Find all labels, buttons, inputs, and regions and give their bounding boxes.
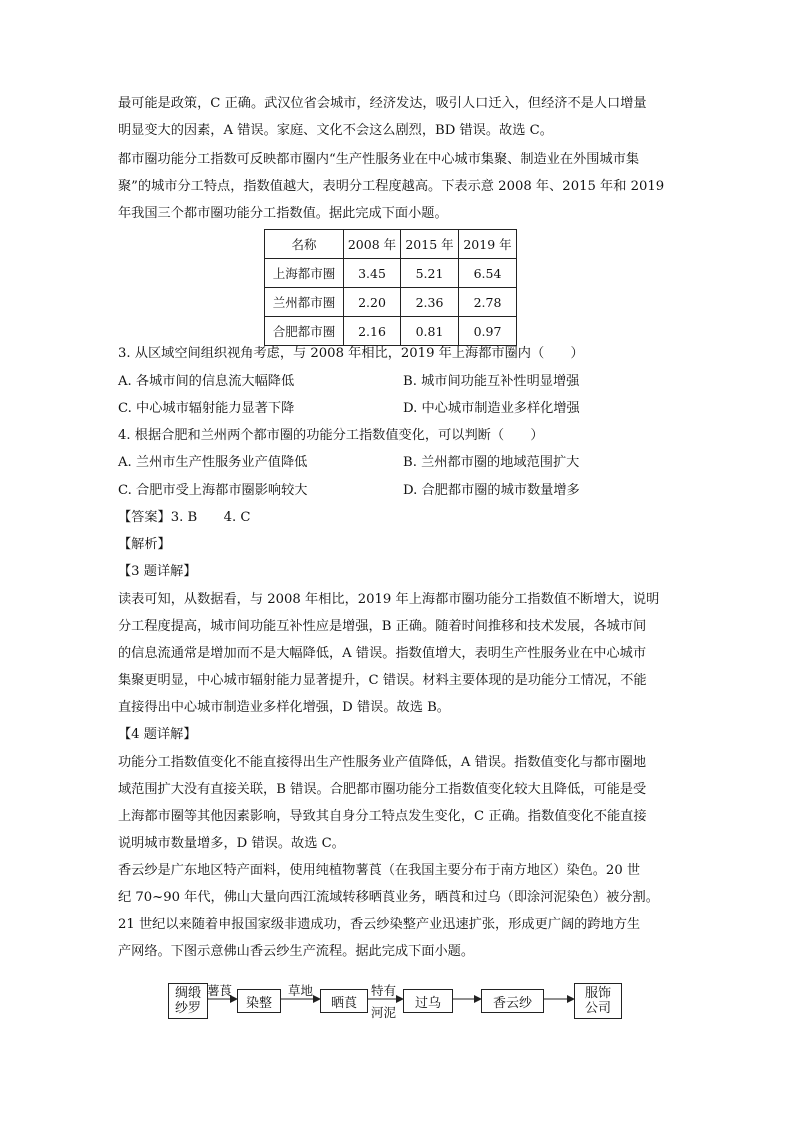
table-cell: 0.97: [459, 317, 517, 346]
table-cell: 2.20: [344, 288, 401, 317]
passage-line-1: 香云纱是广东地区特产面料，使用纯植物薯莨（在我国主要分布于南方地区）染色。20 世: [118, 863, 641, 878]
table-cell: 合肥都市圈: [265, 317, 344, 346]
flow-label-special: 特有: [371, 983, 397, 998]
flow-box-apparel-company: [574, 983, 622, 1019]
table-cell: 上海都市圈: [265, 259, 344, 288]
table-cell: 5.21: [401, 259, 459, 288]
index-table: [264, 229, 517, 346]
q4-detail-line-3: 上海都市圈等其他因素影响，导致其自身分工特点发生变化，C 正确。指数值变化不能直接: [118, 809, 647, 824]
q3-option-c: C. 中心城市辐射能力显著下降: [118, 401, 295, 416]
q3-option-b: B. 城市间功能互补性明显增强: [403, 374, 580, 389]
header-2008: 2008 年: [344, 230, 401, 259]
table-cell: 2.78: [459, 288, 517, 317]
q3-option-d: D. 中心城市制造业多样化增强: [403, 401, 580, 416]
header-name: 名称: [265, 230, 344, 259]
table-row: [265, 317, 517, 346]
flow-box-apparel-line2: 公司: [584, 1001, 611, 1016]
q4-stem: 4. 根据合肥和兰州两个都市圈的功能分工指数值变化，可以判断（ ）: [118, 428, 544, 443]
table-row: [265, 288, 517, 317]
passage-line-4: 产网络。下图示意佛山香云纱生产流程。据此完成下面小题。: [118, 944, 475, 959]
q3-detail-line-2: 分工程度提高，城市间功能互补性应是增强，B 正确。随着时间推移和技术发展，各城市间: [118, 619, 647, 634]
intro-line-1: 最可能是政策，C 正确。武汉位省会城市，经济发达，吸引人口迁入，但经济不是人口增量: [118, 96, 647, 111]
q4-option-b: B. 兰州都市圈的地域范围扩大: [403, 455, 580, 470]
passage-line-3: 21 世纪以来随着申报国家级非遗成功，香云纱染整产业迅速扩张，形成更广阔的跨地方生: [118, 917, 641, 932]
analysis-label: 【解析】: [118, 537, 171, 552]
q4-detail-line-1: 功能分工指数值变化不能直接得出生产性服务业产值降低，A 错误。指数值变化与都市圈地: [118, 755, 647, 770]
flow-box-silk-line1: 绸缎: [174, 986, 201, 1001]
table-cell: 6.54: [459, 259, 517, 288]
q4-detail-line-4: 说明城市数量增多，D 错误。故选 C。: [118, 836, 345, 851]
answer-label: 【答案】: [118, 510, 171, 525]
answer-line: [118, 508, 250, 528]
intro-line-3: 都市圈功能分工指数可反映都市圈内“生产性服务业在中心城市集聚、制造业在外围城市集: [118, 152, 640, 167]
table-cell: 0.81: [401, 317, 459, 346]
table-row: [265, 259, 517, 288]
header-2015: 2015 年: [401, 230, 459, 259]
table-cell: 3.45: [344, 259, 401, 288]
flow-box-silk-line2: 纱罗: [174, 1001, 201, 1016]
q3-detail-line-5: 直接得出中心城市制造业多样化增强，D 错误。故选 B。: [118, 700, 450, 715]
table-header-row: [265, 230, 517, 259]
flow-box-dyeing: 染整: [237, 989, 281, 1013]
flow-label-grassland: 草地: [288, 983, 314, 998]
q3-stem: 3. 从区域空间组织视角考虑，与 2008 年相比，2019 年上海都市圈内（ ）: [118, 346, 584, 361]
q3-detail-line-3: 的信息流通常是增加而不是大幅降低，A 错误。指数值增大，表明生产性服务业在中心城市: [118, 646, 647, 661]
table-cell: 2.16: [344, 317, 401, 346]
flow-box-apparel-line1: 服饰: [584, 986, 611, 1001]
q4-option-c: C. 合肥市受上海都市圈影响较大: [118, 483, 308, 498]
flow-box-sunning: 晒莨: [320, 989, 368, 1013]
answer-values: 3. B 4. C: [170, 510, 251, 525]
intro-line-5: 年我国三个都市圈功能分工指数值。据此完成下面小题。: [118, 206, 448, 221]
passage-line-2: 纪 70~90 年代，佛山大量向西江流域转移晒莨业务，晒莨和过乌（即涂河泥染色）被分割。: [118, 890, 659, 905]
q3-detail-line-1: 读表可知，从数据看，与 2008 年相比，2019 年上海都市圈功能分工指数值不断增大，说明: [118, 592, 660, 607]
q4-option-a: A. 兰州市生产性服务业产值降低: [118, 455, 308, 470]
flow-label-river-mud: 河泥: [371, 1005, 397, 1020]
flow-box-silk: [168, 983, 208, 1019]
q4-detail-label: 【4 题详解】: [118, 727, 197, 742]
intro-line-4: 聚”的城市分工特点，指数值越大，表明分工程度越高。下表示意 2008 年、2015 年和 2019: [118, 179, 665, 194]
flow-box-mud-coating: 过乌: [403, 989, 453, 1013]
intro-line-2: 明显变大的因素，A 错误。家庭、文化不会这么剧烈，BD 错误。故选 C。: [118, 123, 553, 138]
q3-option-a: A. 各城市间的信息流大幅降低: [118, 374, 295, 389]
table-cell: 兰州都市圈: [265, 288, 344, 317]
header-2019: 2019 年: [459, 230, 517, 259]
flow-label-shuliang: 薯莨: [207, 983, 233, 998]
q4-option-d: D. 合肥都市圈的城市数量增多: [403, 483, 580, 498]
table-cell: 2.36: [401, 288, 459, 317]
q4-detail-line-2: 域范围扩大没有直接关联，B 错误。合肥都市圈功能分工指数值变化较大且降低，可能是受: [118, 782, 647, 797]
q3-detail-label: 【3 题详解】: [118, 564, 197, 579]
flow-box-gambiered-silk: 香云纱: [481, 989, 544, 1013]
q3-detail-line-4: 集聚更明显，中心城市辐射能力显著提升，C 错误。材料主要体现的是功能分工情况，不能: [118, 673, 647, 688]
